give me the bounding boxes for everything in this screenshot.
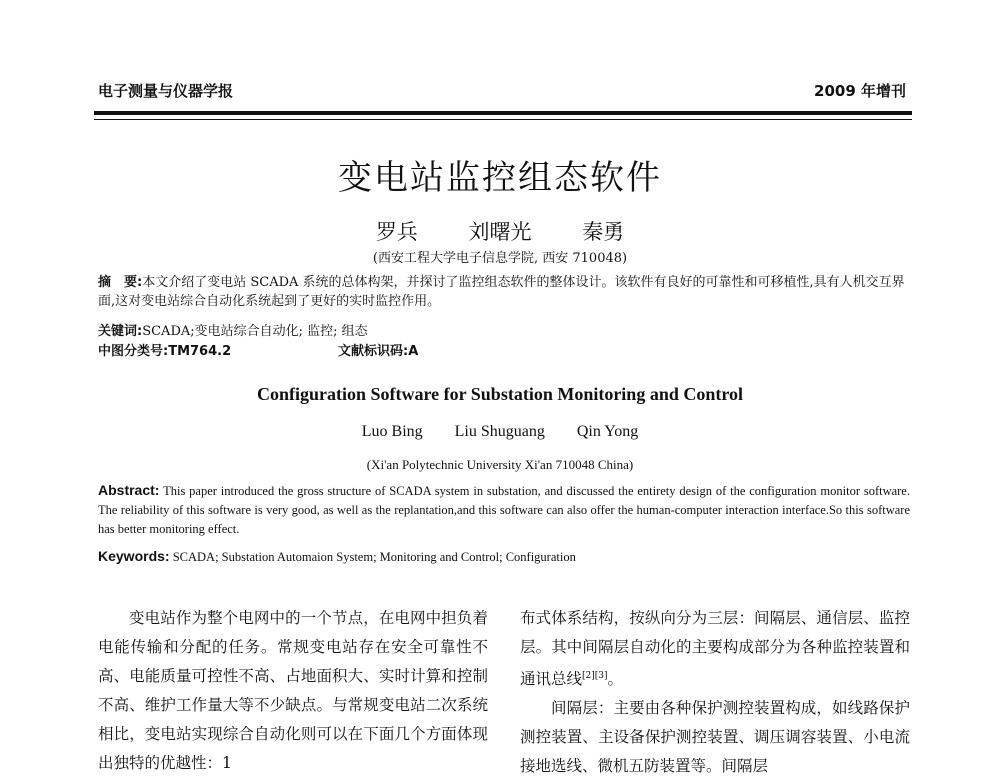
author-name: 秦勇 <box>582 220 625 244</box>
affiliation-en: (Xi'an Polytechnic University Xi'an 710048 China) <box>366 457 634 472</box>
english-title: Configuration Software for Substation Monitoring and Control <box>256 384 744 404</box>
keywords-en-label: Keywords: <box>98 548 170 564</box>
classification-label: 中图分类号: <box>98 344 169 359</box>
body-column-right <box>520 604 910 781</box>
abstract-text: 本文介绍了变电站 SCADA 系统的总体构架，并探讨了监控组态软件的整体设计。该软件有良好的可靠性和可移植性,具有人机交互界面,这对变电站综合自动化系统起到了更好的实时监控作用。 <box>98 275 905 309</box>
author-name: Luo Bing <box>361 423 423 440</box>
body-paragraph: 变电站作为整个电网中的一个节点，在电网中担负着电能传输和分配的任务。常规变电站存在安全可靠性不高、电能质量可控性不高、占地面积大、实时计算和控制不高、维护工作量大等不少缺点。与常规变电站二次系统相比，变电站实现综合自动化则可以在下面几个方面体现出独特的优越性：1 <box>98 609 488 772</box>
authors-en <box>0 423 1000 441</box>
keywords-en <box>98 547 910 567</box>
doc-code-value: A <box>408 344 419 359</box>
keywords-cn <box>98 322 910 341</box>
author-name: 罗兵 <box>375 220 418 244</box>
authors-cn <box>0 216 1000 246</box>
journal-name: 电子测量与仪器学报 <box>98 82 234 100</box>
abstract-en <box>98 481 910 539</box>
body-paragraph: 布式体系结构，按纵向分为三层：间隔层、通信层、监控层。其中间隔层自动化的主要构成部分为各种监控装置和通讯总线[2][3]。 <box>520 609 910 689</box>
page-title: 变电站监控组态软件 <box>338 158 662 198</box>
keywords-text: SCADA;变电站综合自动化; 监控; 组态 <box>142 324 368 339</box>
author-name: Liu Shuguang <box>454 423 545 440</box>
author-name: Qin Yong <box>576 423 639 440</box>
abstract-cn <box>98 273 910 311</box>
abstract-en-text: This paper introduced the gross structure of SCADA system in substation, and discussed the entirety design of the configuration monitor software. The reliability of this software is very good, as well as the replantation,and this software can also offer the human-computer interaction interface.So this software has better monitoring effect. <box>98 484 910 536</box>
classification-row <box>98 342 910 361</box>
affiliation-cn: (西安工程大学电子信息学院, 西安 710048) <box>372 251 628 266</box>
body-column-left <box>98 604 488 778</box>
body-paragraph: 间隔层：主要由各种保护测控装置构成，如线路保护测控装置、主设备保护测控装置、调压调容装置、小电流接地选线、微机五防装置等。间隔层 <box>520 699 910 776</box>
abstract-label: 摘 要: <box>98 275 143 290</box>
keywords-en-text: SCADA; Substation Automaion System; Monitoring and Control; Configuration <box>172 550 576 564</box>
doc-code-label: 文献标识码: <box>338 344 409 359</box>
citation-ref: [2][3] <box>582 671 608 681</box>
header-rule-thick <box>94 111 912 115</box>
abstract-en-label: Abstract: <box>98 482 160 498</box>
issue-label: 2009 年增刊 <box>814 82 906 100</box>
keywords-label: 关键词: <box>98 324 143 339</box>
header-rule-thin <box>94 119 912 120</box>
classification-value: TM764.2 <box>168 344 232 359</box>
author-name: 刘曙光 <box>468 220 532 244</box>
